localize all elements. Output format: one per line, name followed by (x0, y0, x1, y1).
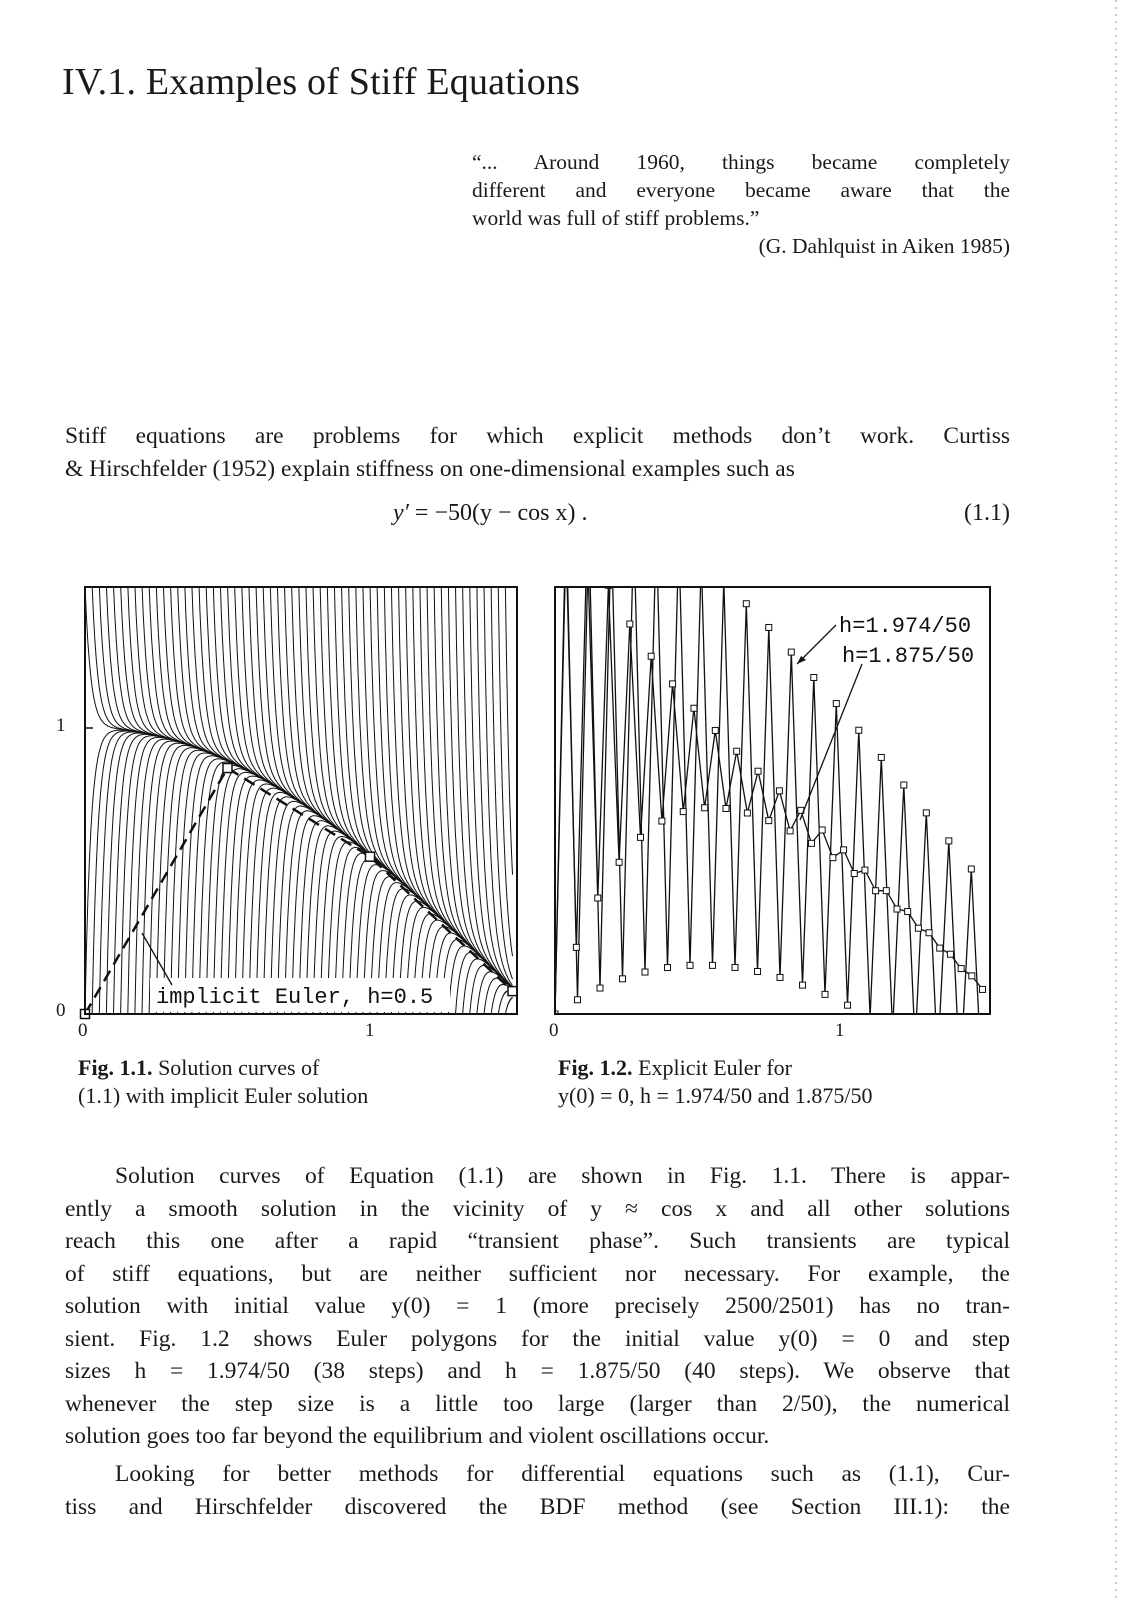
epigraph-line: “... Around 1960, things became completely (472, 150, 1010, 174)
caption-text: Solution curves of (158, 1055, 320, 1080)
caption-label: Fig. 1.1. (78, 1055, 153, 1080)
figure-1-2-plot (552, 528, 990, 1093)
text-line: of stiff equations, but are neither sufficient nor necessary. For example, the (65, 1260, 1010, 1287)
text-line: ently a smooth solution in the vicinity of y ≈ cos x and all other solutions (65, 1195, 1010, 1222)
caption-label: Fig. 1.2. (558, 1055, 633, 1080)
text-line: Solution curves of Equation (1.1) are shown in Fig. 1.1. There is appar- (115, 1163, 1010, 1189)
epigraph-line: world was full of stiff problems.” (472, 206, 760, 230)
fig1-xtick-0: 0 (78, 1020, 88, 1041)
body-paragraph-1 (65, 1160, 1010, 1453)
equation-number: (1.1) (964, 500, 1010, 526)
series-label-h-1-974: h=1.974/50 (839, 614, 972, 639)
series-label-h-1-875: h=1.875/50 (842, 644, 975, 669)
epigraph-attribution: (G. Dahlquist in Aiken 1985) (758, 234, 1010, 258)
figure-1-2-caption (558, 1054, 872, 1110)
page-edge-artifact (1101, 0, 1131, 1600)
caption-text: (1.1) with implicit Euler solution (78, 1083, 369, 1108)
text-line: tiss and Hirschfelder discovered the BDF method (see Section III.1): the (65, 1493, 1010, 1520)
implicit-euler-label: implicit Euler, h=0.5 (156, 985, 434, 1010)
text-line: Stiff equations are problems for which explicit methods don’t work. Curtiss (65, 423, 1010, 449)
text-line: Looking for better methods for differential equations such as (1.1), Cur- (115, 1461, 1010, 1487)
text-line: sient. Fig. 1.2 shows Euler polygons for the initial value y(0) = 0 and step (65, 1325, 1010, 1352)
epigraph-line: different and everyone became aware that the (472, 178, 1010, 202)
fig2-xtick-1: 1 (835, 1020, 845, 1041)
caption-text: Explicit Euler for (638, 1055, 793, 1080)
section-title: IV.1. Examples of Stiff Equations (62, 61, 581, 103)
equation-rhs: = −50(y − cos x) . (414, 500, 588, 526)
text-line: whenever the step size is a little too large (larger than 2/50), the numerical (65, 1390, 1010, 1417)
text-line: sizes h = 1.974/50 (38 steps) and h = 1.875/50 (40 steps). We observe that (65, 1358, 1010, 1384)
text-line: & Hirschfelder (1952) explain stiffness on one-dimensional examples such as (65, 455, 795, 482)
text-line: solution with initial value y(0) = 1 (more precisely 2500/2501) has no tran- (65, 1293, 1010, 1319)
fig1-ytick-1: 1 (56, 715, 66, 736)
equation-lhs: y′ (393, 500, 409, 526)
fig1-ytick-0: 0 (56, 1000, 66, 1021)
text-line: solution goes too far beyond the equilibrium and violent oscillations occur. (65, 1423, 770, 1449)
solution-curves (85, 556, 527, 1042)
fig2-xtick-0: 0 (549, 1020, 559, 1041)
body-paragraph-2 (65, 1458, 1010, 1523)
figure-1-1-plot (81, 556, 527, 1042)
pointer-b (800, 664, 862, 820)
text-line: reach this one after a rapid “transient phase”. Such transients are typical (65, 1228, 1010, 1254)
figure-1-1-caption (78, 1054, 368, 1110)
caption-text: y(0) = 0, h = 1.974/50 and 1.875/50 (558, 1083, 873, 1108)
fig1-xtick-1: 1 (365, 1020, 375, 1041)
